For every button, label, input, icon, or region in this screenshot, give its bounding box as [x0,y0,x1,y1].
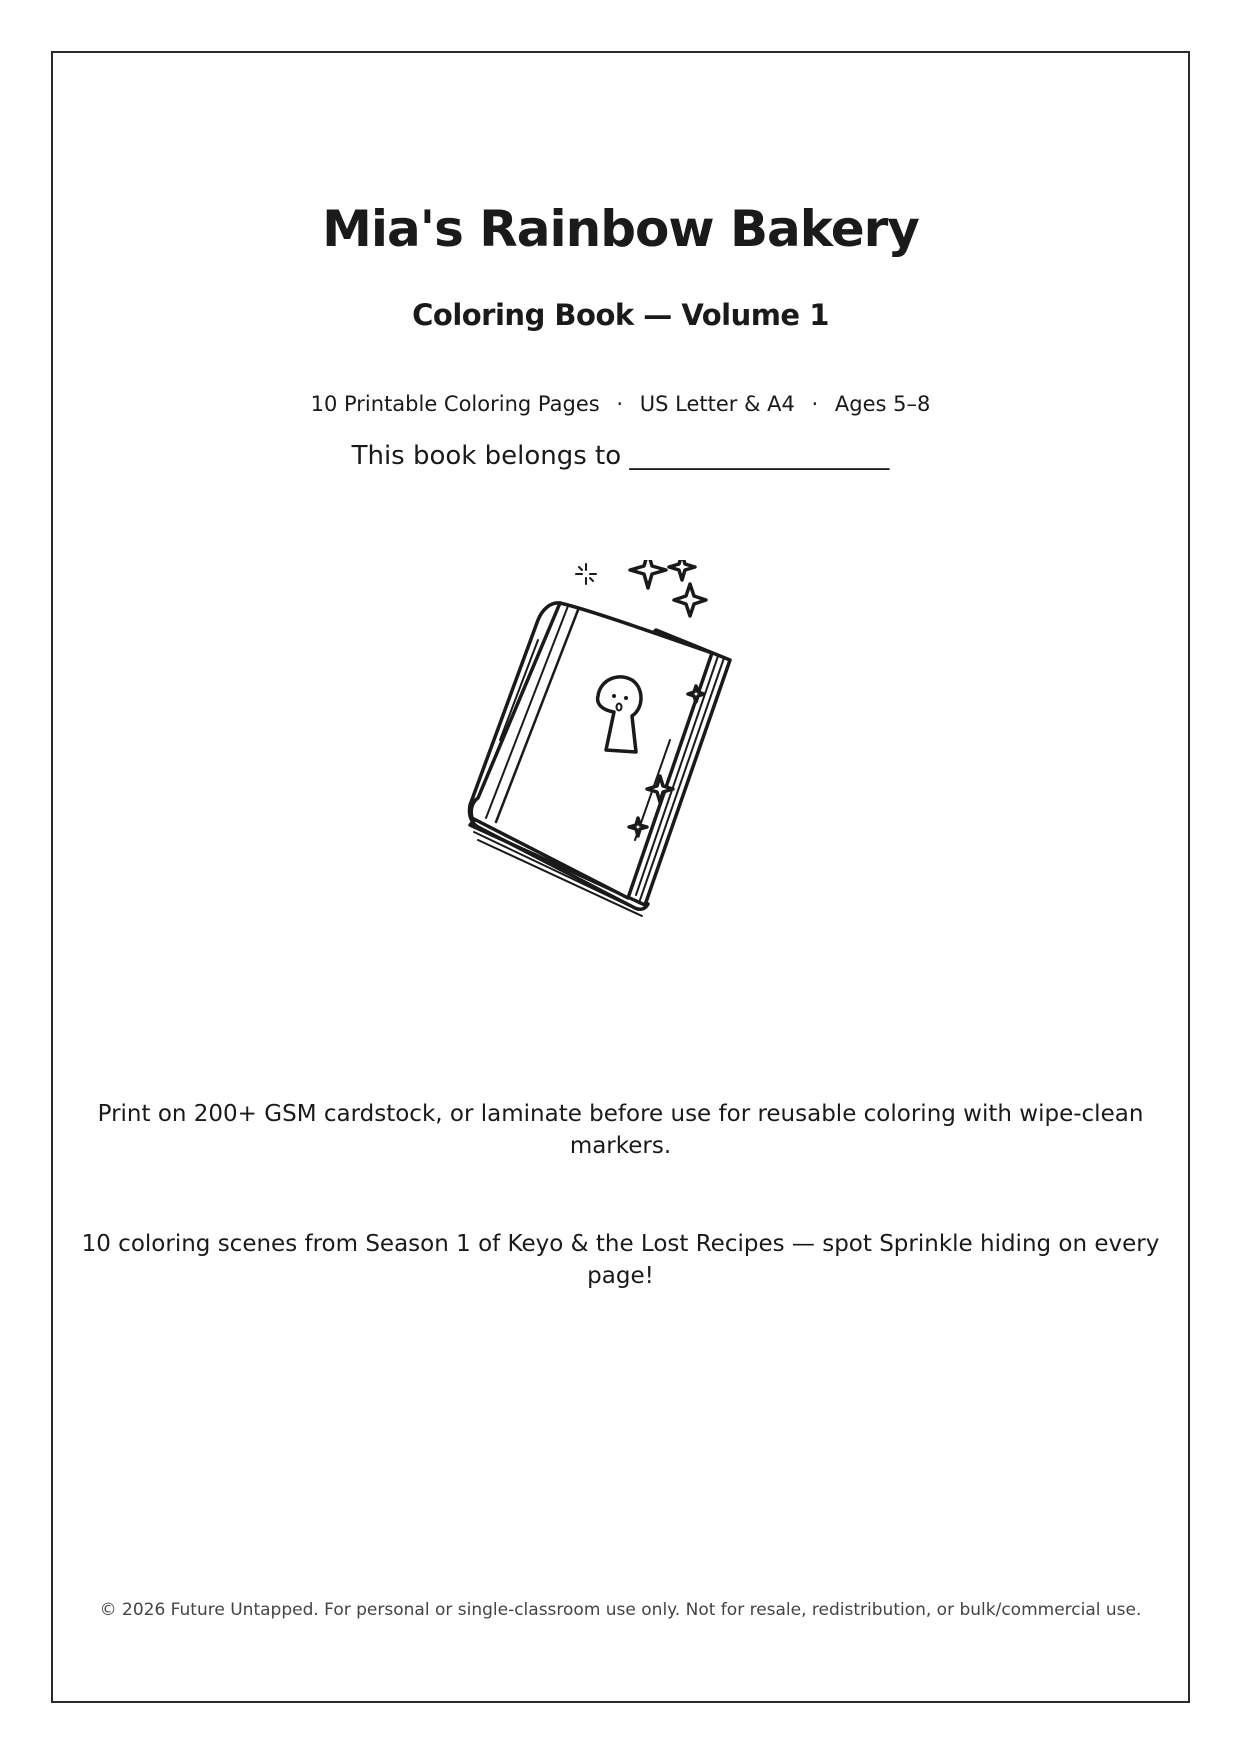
meta-separator: · [811,392,819,416]
age-range-label: Ages 5–8 [834,392,931,416]
locked-book-with-sparkles-icon [460,560,800,930]
paper-size-label: US Letter & A4 [639,392,795,416]
book-description: 10 coloring scenes from Season 1 of Keyo & the Lost Recipes — spot Sprinkle hiding on every page! [81,1231,1160,1289]
page-subtitle: Coloring Book — Volume 1 [412,298,829,332]
print-instructions: Print on 200+ GSM cardstock, or laminate before use for reusable coloring with wipe-clean markers. [97,1101,1144,1159]
meta-separator: · [616,392,624,416]
copyright-notice: © 2026 Future Untapped. For personal or single-classroom use only. Not for resale, redistribution, or bulk/commercial use. [99,1600,1142,1620]
book-meta [0,392,1241,416]
belongs-to-line: This book belongs to ____________________ [351,441,890,471]
page-count-label: 10 Printable Coloring Pages [310,392,600,416]
page-title: Mia's Rainbow Bakery [322,200,919,258]
